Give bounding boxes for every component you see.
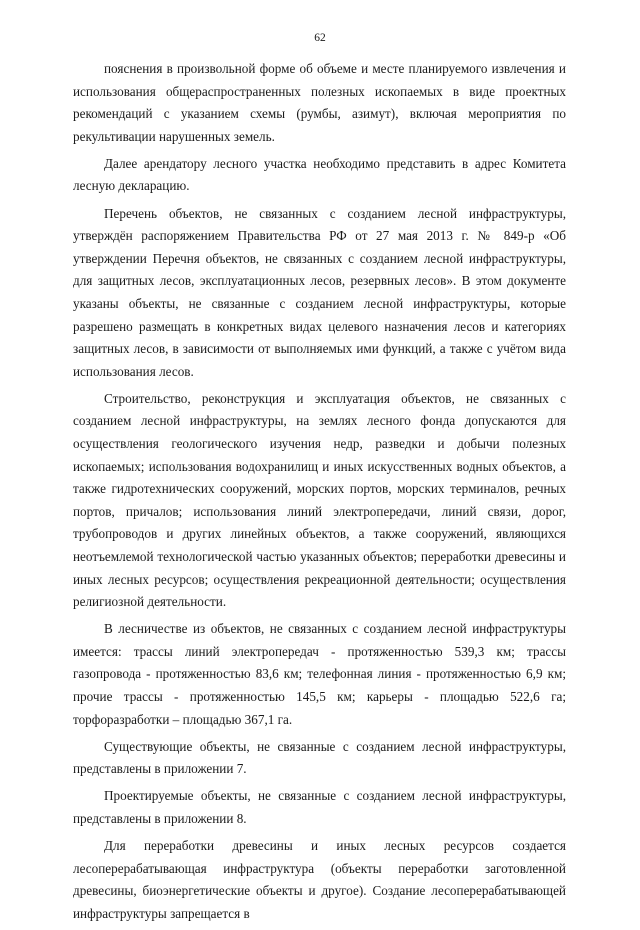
paragraph-forest-declaration: Далее арендатору лесного участка необходимо представить в адрес Комитета лесную декларацию. (73, 155, 566, 194)
paragraph-wood-processing: Для переработки древесины и иных лесных ресурсов создается лесоперерабатывающая инфраструктура (объекты переработки заготовленной древесины, биоэнергетические объекты и другое). Создание лесоперерабатывающей инфраструктуры запрещается в (73, 838, 566, 921)
paragraph-continuation: пояснения в произвольной форме об объеме и месте планируемого извлечения и использования общераспространенных полезных ископаемых в виде проектных рекомендаций с указанием схемы (румбы, азимут), включая мероприятия по рекультивации нарушенных земель. (73, 61, 566, 144)
body-text (73, 58, 566, 930)
paragraph-appendix-8: Проектируемые объекты, не связанные с созданием лесной инфраструктуры, представлены в приложении 8. (73, 788, 566, 826)
paragraph-objects-list: Перечень объектов, не связанных с созданием лесной инфраструктуры, утверждён распоряжением Правительства РФ от 27 мая 2013 г. № 849-р «Об утверждении Перечня объектов, не связанных с созданием лесной инфраструктуры, для защитных лесов, эксплуатационных лесов, резервных лесов». В этом документе указаны объекты, не связанные с созданием лесной инфраструктуры, которые разрешено размещать в конкретных видах целевого назначения лесов и категориях защитных лесов, в зависимости от выполняемых ими функций, а также с учётом вида использования лесов. (73, 205, 566, 379)
paragraph-appendix-7: Существующие объекты, не связанные с созданием лесной инфраструктуры, представлены в приложении 7. (73, 738, 566, 777)
page-number: 62 (314, 32, 326, 44)
paragraph-existing-objects-stats: В лесничестве из объектов, не связанных с созданием лесной инфраструктуры имеется: трассы линий электропередач - протяженностью 539,3 км; трассы газопровода - протяженностью 83,6 км; телефонная линия - протяженностью 6,9 км; прочие трассы - протяженностью 145,5 км; карьеры - площадью 522,6 га; торфоразработки – площадью 367,1 га. (73, 621, 566, 727)
paragraph-construction: Строительство, реконструкция и эксплуатация объектов, не связанных с созданием лесной инфраструктуры, на землях лесного фонда допускаются для осуществления геологического изучения недр, разведки и добычи полезных ископаемых; использования водохранилищ и иных искусственных водных объектов, а также гидротехнических сооружений, морских портов, морских терминалов, речных портов, причалов; использования линий электропередачи, линий связи, дорог, трубопроводов и других линейных объектов, а также сооружений, являющихся неотъемлемой технологической частью указанных объектов; переработки древесины и иных лесных ресурсов; осуществления рекреационной деятельности; осуществления религиозной деятельности. (73, 390, 566, 610)
